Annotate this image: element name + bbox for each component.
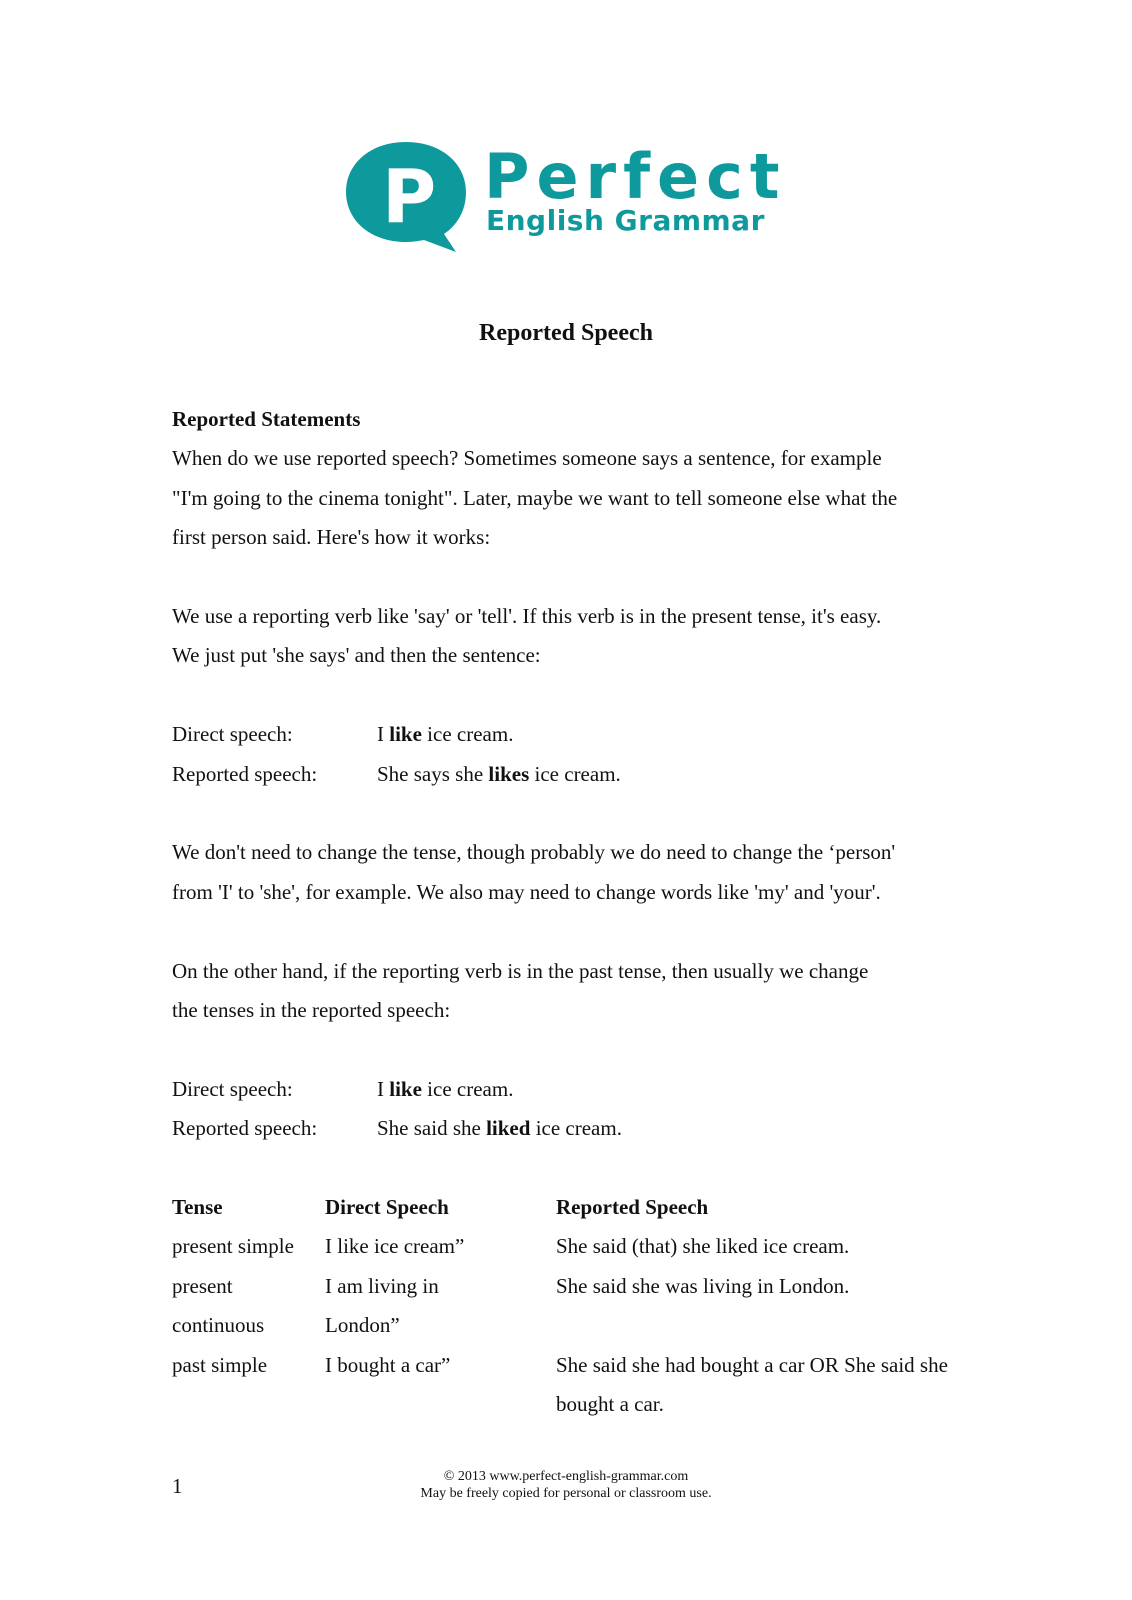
tense-cell: present continuous <box>172 1273 265 1338</box>
logo <box>346 140 787 260</box>
direct-cell: I bought a car” <box>325 1352 451 1377</box>
para1-line: first person said. Here's how it works: <box>172 525 491 550</box>
table-header: Reported Speech <box>556 1195 709 1220</box>
para1-line: "I'm going to the cinema tonight". Later, maybe we want to tell someone else what the <box>172 485 898 510</box>
logo-subtitle: English Grammar <box>486 204 765 237</box>
page-number: 1 <box>172 1474 183 1498</box>
para2-line: We use a reporting verb like 'say' or 'tell'. If this verb is in the present tense, it's easy. <box>172 604 882 629</box>
reported-label: Reported speech: <box>172 1116 318 1141</box>
table-header: Tense <box>172 1195 223 1220</box>
para3-line: from 'I' to 'she', for example. We also may need to change words like 'my' and 'your'. <box>172 879 881 904</box>
page-footer <box>0 1468 1132 1502</box>
reported-sentence: She said she liked ice cream. <box>377 1116 622 1141</box>
table-row <box>172 1346 972 1425</box>
reported-cell: She said she had bought a car OR She said she bought a car. <box>556 1352 948 1417</box>
logo-letter: P <box>382 154 437 240</box>
example1-direct <box>172 715 972 754</box>
tense-table <box>172 1188 972 1424</box>
direct-sentence: I like ice cream. <box>377 722 514 747</box>
para1-line: When do we use reported speech? Sometimes someone says a sentence, for example <box>172 446 882 471</box>
example2-reported <box>172 1109 972 1148</box>
table-header: Direct Speech <box>325 1195 449 1220</box>
example1-reported <box>172 755 972 794</box>
speech-bubble-logo-icon <box>346 140 476 255</box>
table-header-row <box>172 1188 972 1227</box>
direct-sentence: I like ice cream. <box>377 1076 514 1101</box>
direct-label: Direct speech: <box>172 1076 293 1101</box>
direct-cell: I like ice cream” <box>325 1234 465 1259</box>
section-heading: Reported Statements <box>172 407 361 431</box>
reported-cell: She said she was living in London. <box>556 1273 850 1298</box>
table-row <box>172 1267 972 1346</box>
direct-cell: I am living in London” <box>325 1273 439 1338</box>
tense-cell: past simple <box>172 1352 268 1377</box>
page-title: Reported Speech <box>479 320 653 346</box>
example2-direct <box>172 1070 972 1109</box>
direct-label: Direct speech: <box>172 722 293 747</box>
table-row <box>172 1227 972 1266</box>
reported-cell: She said (that) she liked ice cream. <box>556 1234 850 1259</box>
logo-word: Perfect <box>484 140 787 213</box>
reported-label: Reported speech: <box>172 761 318 786</box>
document-body <box>172 400 972 1424</box>
para4-line: the tenses in the reported speech: <box>172 998 451 1023</box>
usage-note: May be freely copied for personal or classroom use. <box>420 1486 712 1501</box>
para2-line: We just put 'she says' and then the sentence: <box>172 643 541 668</box>
reported-sentence: She says she likes ice cream. <box>377 761 621 786</box>
para3-line: We don't need to change the tense, though probably we do need to change the ‘person' <box>172 840 896 865</box>
para4-line: On the other hand, if the reporting verb is in the past tense, then usually we change <box>172 958 869 983</box>
copyright-text: © 2013 www.perfect-english-grammar.com <box>443 1469 689 1484</box>
tense-cell: present simple <box>172 1234 294 1259</box>
